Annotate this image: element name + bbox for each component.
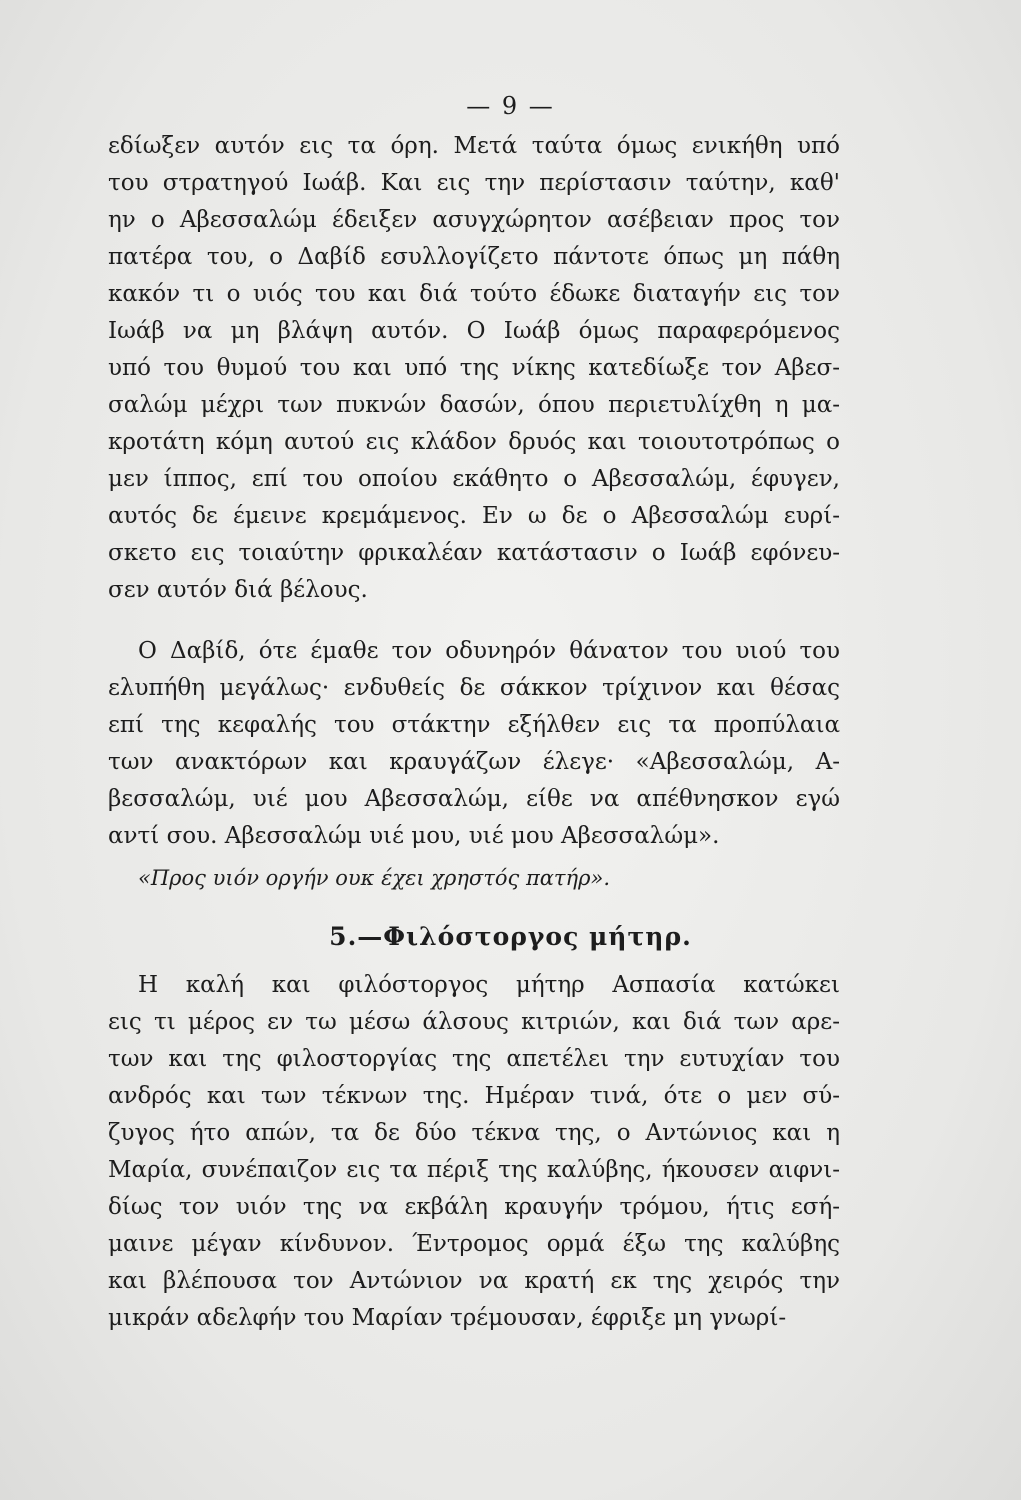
text-line: κροτάτη κόμη αυτού εις κλάδον δρυός και τοιουτοτρόπως ο bbox=[108, 429, 840, 455]
text-line: αυτός δε έμεινε κρεμάμενος. Εν ω δε ο Αβεσσαλώμ ευρί- bbox=[108, 503, 840, 529]
text-line: των ανακτόρων και κραυγάζων έλεγε· «Αβεσσαλώμ, Α- bbox=[108, 749, 840, 775]
text-line: σκετο εις τοιαύτην φρικαλέαν κατάστασιν ο Ιωάβ εφόνευ- bbox=[108, 540, 840, 566]
section-heading: 5.—Φιλόστοργος μήτηρ. bbox=[329, 922, 692, 951]
text-line: των και της φιλοστοργίας της απετέλει την ευτυχίαν του bbox=[108, 1046, 840, 1072]
text-line: του στρατηγού Ιωάβ. Και εις την περίστασιν ταύτην, καθ' bbox=[108, 170, 840, 196]
text-line: αντί σου. Αβεσσαλώμ υιέ μου, υιέ μου Αβεσσαλώμ». bbox=[108, 823, 720, 849]
paragraph-absalom-death bbox=[108, 128, 840, 609]
text-line: ανδρός και των τέκνων της. Ημέραν τινά, ότε ο μεν σύ- bbox=[108, 1083, 840, 1109]
text-line: και βλέπουσα τον Αντώνιον να κρατή εκ της χειρός την bbox=[108, 1268, 840, 1294]
text-line: ην ο Αβεσσαλώμ έδειξεν ασυγχώρητον ασέβειαν προς τον bbox=[108, 207, 840, 233]
text-line: κακόν τι ο υιός του και διά τούτο έδωκε διαταγήν εις τον bbox=[108, 281, 840, 307]
text-line: επί της κεφαλής του στάκτην εξήλθεν εις τα προπύλαια bbox=[108, 712, 840, 738]
text-line: Ο Δαβίδ, ότε έμαθε τον οδυνηρόν θάνατον του υιού του bbox=[138, 638, 840, 664]
page-number: — 9 — bbox=[466, 92, 555, 120]
text-line: βεσσαλώμ, υιέ μου Αβεσσαλώμ, είθε να απέθνησκον εγώ bbox=[108, 786, 840, 812]
text-line: υπό του θυμού του και υπό της νίκης κατεδίωξε τον Αβεσ- bbox=[108, 355, 840, 381]
text-line: Μαρία, συνέπαιζον εις τα πέριξ της καλύβης, ήκουσεν αιφνι- bbox=[108, 1157, 840, 1183]
text-line: εδίωξεν αυτόν εις τα όρη. Μετά ταύτα όμως ενικήθη υπό bbox=[108, 133, 840, 159]
text-line: πατέρα του, ο Δαβίδ εσυλλογίζετο πάντοτε όπως μη πάθη bbox=[108, 244, 840, 270]
text-line: μαινε μέγαν κίνδυνον. Έντρομος ορμά έξω της καλύβης bbox=[108, 1231, 840, 1257]
text-line: σεν αυτόν διά βέλους. bbox=[108, 577, 368, 603]
text-line: Ιωάβ να μη βλάψη αυτόν. Ο Ιωάβ όμως παραφερόμενος bbox=[108, 318, 840, 344]
text-line: ζυγος ήτο απών, τα δε δύο τέκνα της, ο Αντώνιος και η bbox=[108, 1120, 840, 1146]
text-line: ελυπήθη μεγάλως· ενδυθείς δε σάκκον τρίχινον και θέσας bbox=[108, 675, 840, 701]
text-line: εις τι μέρος εν τω μέσω άλσους κιτριών, και διά των αρε- bbox=[108, 1009, 840, 1035]
text-line: δίως τον υιόν της να εκβάλη κραυγήν τρόμου, ήτις εσή- bbox=[108, 1194, 840, 1220]
paragraph-david-lament bbox=[108, 633, 840, 855]
proverb-quote: «Προς υιόν οργήν ουκ έχει χρηστός πατήρ». bbox=[138, 866, 610, 890]
text-line: μικράν αδελφήν του Μαρίαν τρέμουσαν, έφριξε μη γνωρί- bbox=[108, 1305, 787, 1331]
text-line: σαλώμ μέχρι των πυκνών δασών, όπου περιετυλίχθη η μα- bbox=[108, 392, 840, 418]
text-line: μεν ίππος, επί του οποίου εκάθητο ο Αβεσσαλώμ, έφυγεν, bbox=[108, 466, 840, 492]
paragraph-loving-mother bbox=[108, 967, 840, 1337]
text-line: Η καλή και φιλόστοργος μήτηρ Ασπασία κατώκει bbox=[138, 972, 840, 998]
